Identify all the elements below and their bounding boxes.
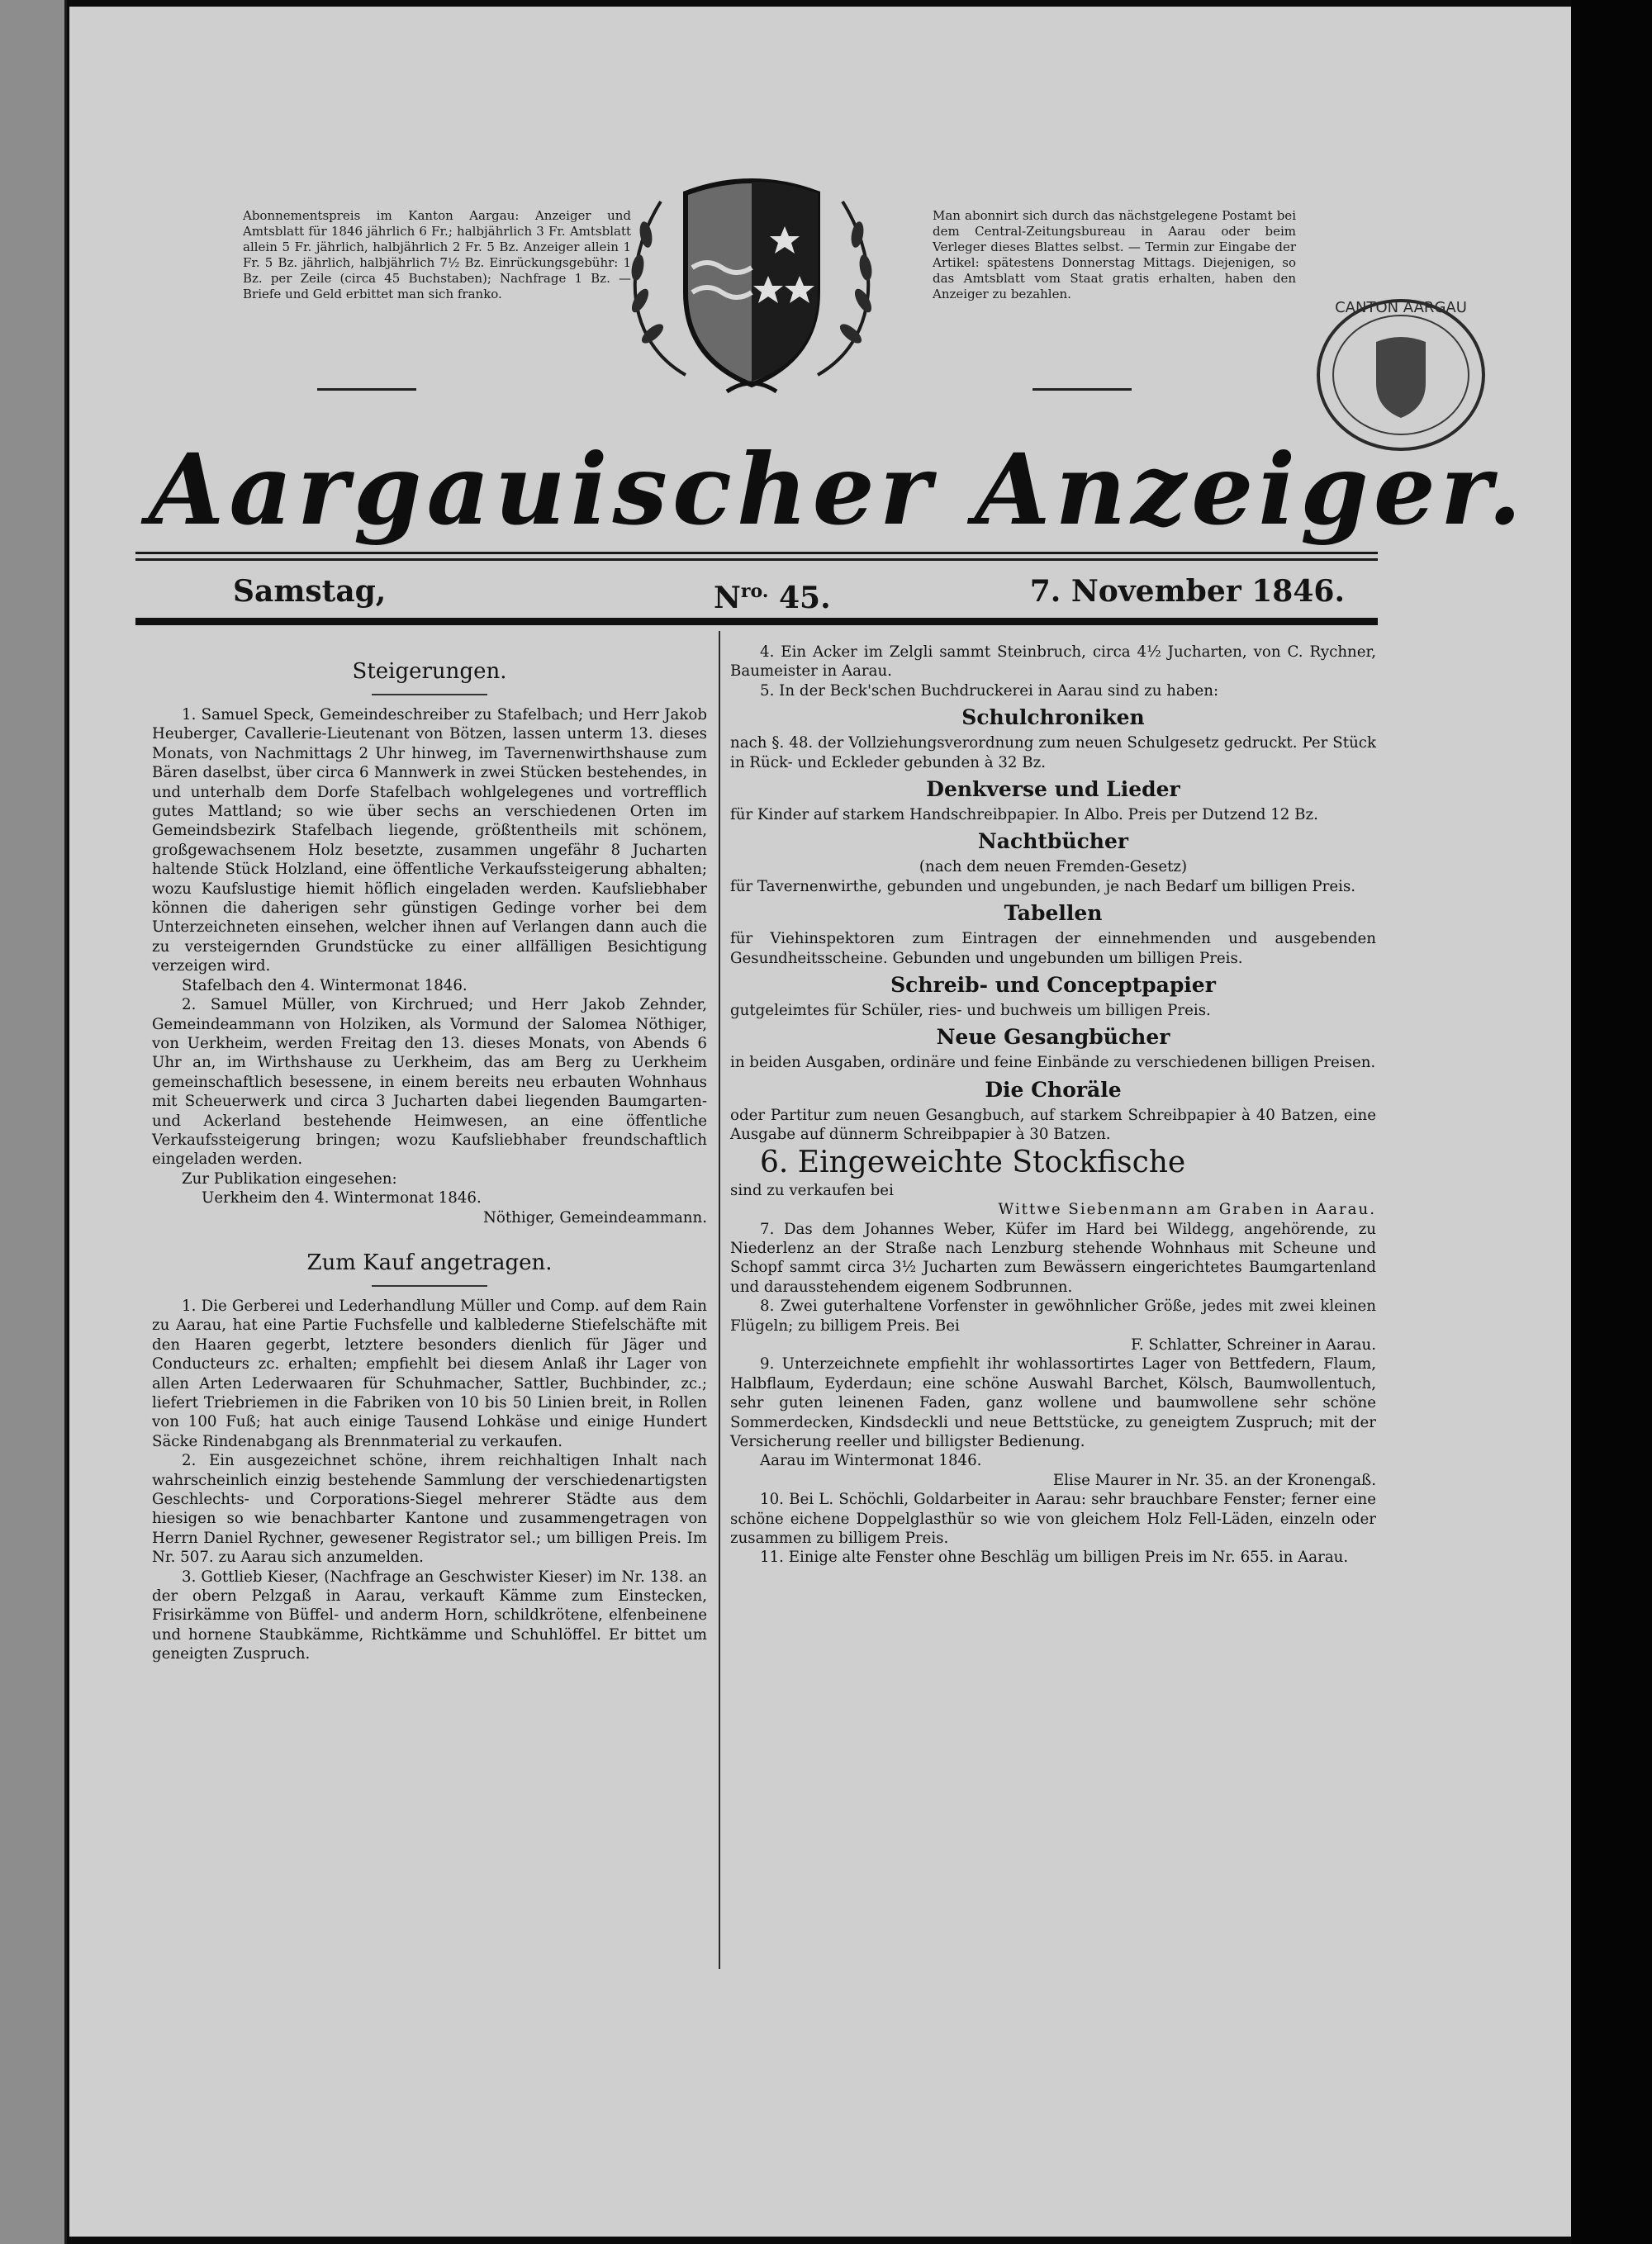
product-heading: Neue Gesangbücher [936,1025,1170,1050]
stamp-text: CANTON AARGAU [1335,299,1467,316]
masthead-title: Aargauischer Anzeiger. [148,432,1527,547]
notice-publication: Zur Publikation eingesehen: [182,1169,397,1188]
product-heading: Die Choräle [985,1077,1122,1102]
section-title-steigerungen: Steigerungen. [352,659,507,684]
notice-paragraph: 1. Samuel Speck, Gemeindeschreiber zu Stafelbach; und Herr Jakob Heuberger, Cavallerie-Lieutenant von Bötzen, lassen unterm 13. dieses Monats, von Nachmittags 2 Uhr hinweg, im Tavernenwirthshause zum Bären daselbst, über circa 6 Mannwerk in zwei Stücken bestehendes, in und unterhalb dem Dorfe Stafelbach wohlgelegenes und vortrefflich gutes Mattland; so wie über sechs an verschiedenen Orten im Gemeindsbezirk Stafelbach liegende, größtentheils mit schönem, großgewachsenem Holz besetzte, zusammen ungefähr 8 Jucharten haltende Stück Holzland, eine öffentliche Verkaufssteigerung abhalten; wozu Kaufslustige hiemit höflich eingeladen werden. Kaufsliebhaber können die daherigen sehr günstigen Gedinge vorher bei dem Unterzeichneten einsehen, welcher ihnen auf Verlangen dann auch die zu versteigernden Grundstücke zu einer allfälligen Besichtigung verzeigen wird. [152,706,707,975]
section-title-zum-kauf: Zum Kauf angetragen. [306,1250,553,1275]
product-text: oder Partitur zum neuen Gesangbuch, auf starkem Schreibpapier à 40 Batzen, eine Ausgabe auf dünnerm Schreibpapier à 30 Batzen. [730,1106,1376,1144]
notice-paragraph: 1. Die Gerberei und Lederhandlung Müller und Comp. auf dem Rain zu Aarau, hat eine Partie Fuchsfelle und kalblederne Stiefelschäfte mit den Haaren gegerbt, letztere besonders dienlich für Jäger und Conducteurs zc. erhalten; empfiehlt bei diesem Anlaß ihr Lager von allen Arten Lederwaaren für Schuhmacher, Sattler, Buchbinder, zc.; liefert Triebriemen in die Fabriken von 10 bis 50 Linien breit, in Rollen von 100 Fuß; hat auch einige Tausend Lohkäse und einige Hundert Säcke Rindenabgang als Brennmaterial zu verkaufen. [152,1297,707,1450]
notice-place-date: Uerkheim den 4. Wintermonat 1846. [202,1189,482,1207]
product-text: für Kinder auf starkem Handschreibpapier. In Albo. Preis per Dutzend 12 Bz. [730,806,1318,824]
notice-paragraph: 3. Gottlieb Kieser, (Nachfrage an Geschwister Kieser) im Nr. 138. an der obern Pelzgaß in Aarau, verkauft Kämme zum Einstecken, Frisirkämme von Büffel- und anderm Horn, schildkrötene, elfenbeinene und hornene Staubkämme, Richtkämme und Schuhlöffel. Er bittet um geneigten Zuspruch. [152,1568,707,1663]
masthead-rule-top-2 [135,558,1378,561]
notice-paragraph: 9. Unterzeichnete empfiehlt ihr wohlassortirtes Lager von Bettfedern, Flaum, Halbflaum, Eyderdaun; eine schöne Auswahl Barchet, Kölsch, Baumwollentuch, sehr guten leinenen Faden, ganz wollene und baumwollene sehr schöne Sommerdecken, Kindsdeckli und neue Bettstücke, zu geneigtem Zuspruch; mit der Versicherung reeller und billigster Bedienung. [730,1355,1376,1450]
product-heading: Denkverse und Lieder [926,777,1180,802]
section-rule [372,1285,487,1287]
notice-paragraph: 10. Bei L. Schöchli, Goldarbeiter in Aarau: sehr brauchbare Fenster; ferner eine schöne eichene Doppelglasthür so wie von gleichem Holz Fell-Läden, einzeln oder zusammen zu billigem Preis. [730,1491,1376,1547]
product-heading: Tabellen [1004,901,1103,926]
notice-paragraph: 11. Einige alte Fenster ohne Beschläg um billigen Preis im Nr. 655. in Aarau. [760,1549,1349,1567]
notice-paragraph: 4. Ein Acker im Zelgli sammt Steinbruch, circa 4½ Jucharten, von C. Rychner, Baumeister in Aarau. [730,643,1376,681]
notice-signature: F. Schlatter, Schreiner in Aarau. [1131,1335,1376,1354]
product-heading: Nachtbücher [977,829,1129,854]
notice-place-date: Aarau im Wintermonat 1846. [760,1452,982,1470]
product-text: gutgeleimtes für Schüler, ries- und buchweis um billigen Preis. [730,1002,1211,1020]
product-heading: Schulchroniken [961,705,1145,730]
notice-paragraph: 2. Samuel Müller, von Kirchrued; und Herr Jakob Zehnder, Gemeindeammann von Holziken, als Vormund der Salomea Nöthiger, von Uerkheim, werden Freitag den 13. dieses Monats, von Abends 6 Uhr an, im Wirthshause zu Uerkheim, das am Berg zu Uerkheim gemeinschaftlich besessene, in einem bereits neu erbauten Wohnhaus mit Scheuerwerk und circa 3 Jucharten dabei liegenden Baumgarten- und Ackerland bestehende Heimwesen, an eine öffentliche Verkaufssteigerung bringen; wozu Kaufsliebhaber freundschaftlich eingeladen werden. [152,996,707,1169]
notice-paragraph: 2. Ein ausgezeichnet schöne, ihrem reichhaltigen Inhalt nach wahrscheinlich einzig bestehende Sammlung der verschiedenartigsten Geschlechts- und Corporations-Siegel mehrerer Städte aus dem hiesigen so wie benachbarter Kantone und zusammengetragen von Herrn Daniel Rychner, gewesener Registrator sel.; um billigen Preis. Im Nr. 507. zu Aarau sich anzumelden. [152,1452,707,1567]
product-text: nach §. 48. der Vollziehungsverordnung zum neuen Schulgesetz gedruckt. Per Stück in Rück- und Eckleder gebunden à 32 Bz. [730,734,1376,771]
column-divider [719,631,720,1969]
notice-paragraph: 7. Das dem Johannes Weber, Küfer im Hard bei Wildegg, angehörende, zu Niederlenz an der Straße nach Lenzburg stehende Wohnhaus mit Scheune und Schopf sammt circa 3½ Jucharten zum Bewässern eingerichtetes Baumgartenland und darausstehendem eigenem Sodbrunnen. [730,1220,1376,1296]
ordering-notice: Man abonnirt sich durch das nächstgelegene Postamt bei dem Central-Zeitungsbureau in Aarau oder beim Verleger dieses Blattes selbst. — Termin zur Eingabe der Artikel: spätestens Donnerstag Mittags. Diejenigen, so das Amtsblatt vom Staat gratis erhalten, haben den Anzeiger zu bezahlen. [933,208,1296,301]
notice-signature: Elise Maurer in Nr. 35. an der Kronengaß. [1052,1471,1376,1489]
newspaper-page [69,7,1571,2237]
left-column [152,643,707,1664]
product-text: in beiden Ausgaben, ordinäre und feine Einbände zu verschiedenen billigen Preisen. [730,1054,1376,1072]
weekday: Samstag, [233,574,387,609]
stockfish-advertisement: 6. Eingeweichte Stockfische [760,1145,1186,1179]
product-heading: Schreib- und Conceptpapier [890,973,1216,998]
right-column [730,643,1376,1568]
notice-place-date: Stafelbach den 4. Wintermonat 1846. [182,976,468,994]
notice-paragraph: sind zu verkaufen bei [730,1181,894,1199]
product-text: für Viehinspektoren zum Eintragen der einnehmenden und ausgebenden Gesundheitsscheine. Gebunden und ungebunden um billigen Preis. [730,930,1376,967]
product-text: für Tavernenwirthe, gebunden und ungebunden, je nach Bedarf um billigen Preis. [730,877,1356,895]
dateline-rule [135,618,1378,625]
masthead-rule-top [135,552,1378,554]
subscription-notice: Abonnementspreis im Kanton Aargau: Anzeiger und Amtsblatt für 1846 jährlich 6 Fr.; halbjährlich 3 Fr. Amtsblatt allein 5 Fr. jährlich, halbjährlich 2 Fr. 5 Bz. Anzeiger allein 1 Fr. 5 Bz. jährlich, halbjährlich 7½ Bz. Einrückungsgebühr: 1 Bz. per Zeile (circa 45 Buchstaben); Nachfrage 1 Bz. — Briefe und Geld erbittet man sich franko. [243,208,631,301]
notice-paragraph: 8. Zwei guterhaltene Vorfenster in gewöhnlicher Größe, jedes mit zwei kleinen Flügeln; zu billigem Preis. Bei [730,1298,1376,1335]
issue-date: 7. November 1846. [1029,574,1345,609]
product-subheading: (nach dem neuen Fremden-Gesetz) [919,858,1188,876]
notice-signature: Nöthiger, Gemeindeammann. [483,1208,707,1226]
issue-number: $N^{ro.}$ 45. [714,581,831,615]
header-rule-left [317,388,416,391]
header-rule-right [1032,388,1132,391]
previous-page-edge [0,0,67,2244]
scan-border [1571,0,1652,2244]
notice-paragraph: 5. In der Beck'schen Buchdruckerei in Aarau sind zu haben: [760,681,1219,700]
dateline [135,568,1378,614]
notice-signature: Wittwe Siebenmann am Graben in Aarau. [998,1201,1376,1219]
coat-of-arms [595,168,909,408]
section-rule [372,694,487,695]
